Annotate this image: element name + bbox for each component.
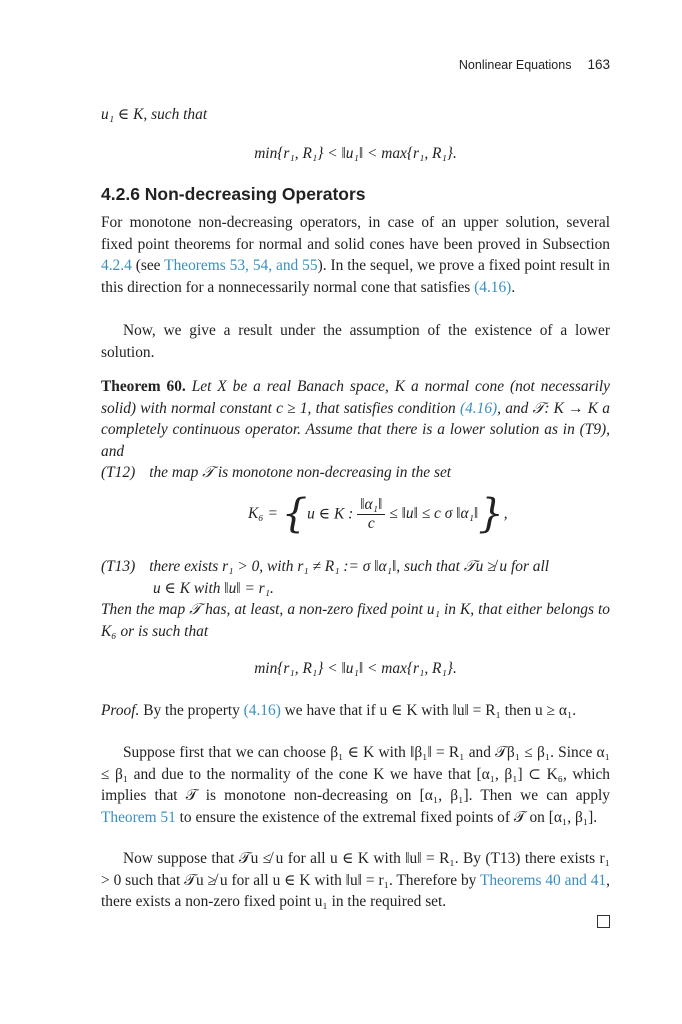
qed-square-icon xyxy=(597,915,610,928)
k6-set: u ∈ K : xyxy=(307,505,354,523)
condition-t13-cont: u ∈ K with ‖u‖ = r₁. xyxy=(153,580,274,597)
paragraph-1 xyxy=(101,212,610,298)
proof-paragraph-1 xyxy=(101,700,610,722)
link-theorems-40-41[interactable]: Theorems 40 and 41 xyxy=(479,871,607,889)
paragraph-2: Now, we give a result under the assumption of the existence of a lower solution. xyxy=(101,322,610,361)
theorem-equation: min{r₁, R₁} < ‖u₁‖ < max{r₁, R₁}. xyxy=(254,660,457,677)
t12-text: the map 𝒯 is monotone non-decreasing in the set xyxy=(149,464,452,481)
para1-text-4: . xyxy=(511,278,516,296)
condition-t12 xyxy=(101,462,451,484)
running-title: Nonlinear Equations xyxy=(458,58,572,72)
proof3-text-2: , there exists a non-zero fixed point u₁ in the required set. xyxy=(101,871,610,911)
k6-denominator: c xyxy=(367,514,375,532)
theorem-conclusion: Then the map 𝒯 has, at least, a non-zero fixed point u₁ in K, that either belongs to K₆ or is such that xyxy=(101,601,610,640)
k6-numerator: ‖α₁‖ xyxy=(357,496,385,515)
proof-paragraph-3 xyxy=(101,848,610,913)
proof3-text-1: Now suppose that 𝒯u ≰ u for all u ∈ K with ‖u‖ = R₁. By (T13) there exists r₁ > 0 such that 𝒯u ≱ u for all u ∈ K with ‖u‖ = r₁. Therefore by xyxy=(101,850,610,889)
link-theorems-53-54-55[interactable]: Theorems 53, 54, and 55 xyxy=(164,257,318,275)
theorem-statement xyxy=(101,376,610,462)
k6-lhs: K₆ = xyxy=(248,505,278,522)
t13-label: (T13) xyxy=(101,558,136,575)
page-number: 163 xyxy=(587,57,610,72)
link-subsection-4-2-4[interactable]: 4.2.4 xyxy=(101,257,132,275)
proof-paragraph-2 xyxy=(101,742,610,828)
theorem-text-1: Let X be a real Banach space, K a normal cone (not necessarily solid) with normal constant c ≥ 1, that satisfies condition xyxy=(101,378,610,417)
theorem-text-2: , and 𝒯: K → K a completely continuous operator. Assume that there is a lower solution as in (T9), and xyxy=(101,399,610,460)
k6-definition xyxy=(248,491,508,538)
para1-text-2: (see xyxy=(131,257,165,275)
link-condition-4-16[interactable]: (4.16) xyxy=(459,399,498,417)
para1-text-3: ). In the sequel, we prove a fixed point result in this direction for a nonnecessarily normal cone that satisfies xyxy=(101,257,610,296)
intro-equation: min{r₁, R₁} < ‖u₁‖ < max{r₁, R₁}. xyxy=(254,145,457,162)
proof2-text-1: Suppose first that we can choose β₁ ∈ K with ‖β₁‖ = R₁ and 𝒯β₁ ≤ β₁. Since α₁ ≤ β₁ and due to the normality of the cone K we have that [α₁, β₁] ⊂ K₆, which implies that 𝒯 is monotone non-decreasing on [α₁, β₁]. Then we can apply xyxy=(101,744,610,805)
k6-fraction xyxy=(357,496,385,533)
k6-rhs: ≤ ‖u‖ ≤ c σ ‖α₁‖ xyxy=(389,505,479,522)
proof2-text-2: to ensure the existence of the extremal fixed points of 𝒯 on [α₁, β₁]. xyxy=(175,808,598,826)
link-eq-4-16[interactable]: (4.16) xyxy=(474,278,512,296)
link-theorem-51[interactable]: Theorem 51 xyxy=(101,808,176,826)
running-header xyxy=(459,57,610,72)
link-property-4-16[interactable]: (4.16) xyxy=(243,702,281,719)
t12-label: (T12) xyxy=(101,464,136,481)
para1-text-1: For monotone non-decreasing operators, in case of an upper solution, several fixed point theorems for normal and solid cones have been proved in Subsection xyxy=(101,214,610,253)
section-heading: 4.2.6 Non-decreasing Operators xyxy=(101,184,366,204)
proof-label: Proof. xyxy=(101,702,140,719)
right-brace: } xyxy=(478,491,504,537)
theorem-label: Theorem 60. xyxy=(101,378,186,395)
proof1-text-1: By the property xyxy=(139,702,244,719)
t13-text: there exists r₁ > 0, with r₁ ≠ R₁ := σ ‖α₁‖, such that 𝒯u ≱ u for all xyxy=(149,558,550,575)
intro-line: u₁ ∈ K, such that xyxy=(101,106,208,123)
left-brace: { xyxy=(281,491,308,537)
k6-end: , xyxy=(503,505,508,522)
condition-t13 xyxy=(101,556,610,578)
proof1-text-2: we have that if u ∈ K with ‖u‖ = R₁ then u ≥ α₁. xyxy=(280,702,577,719)
